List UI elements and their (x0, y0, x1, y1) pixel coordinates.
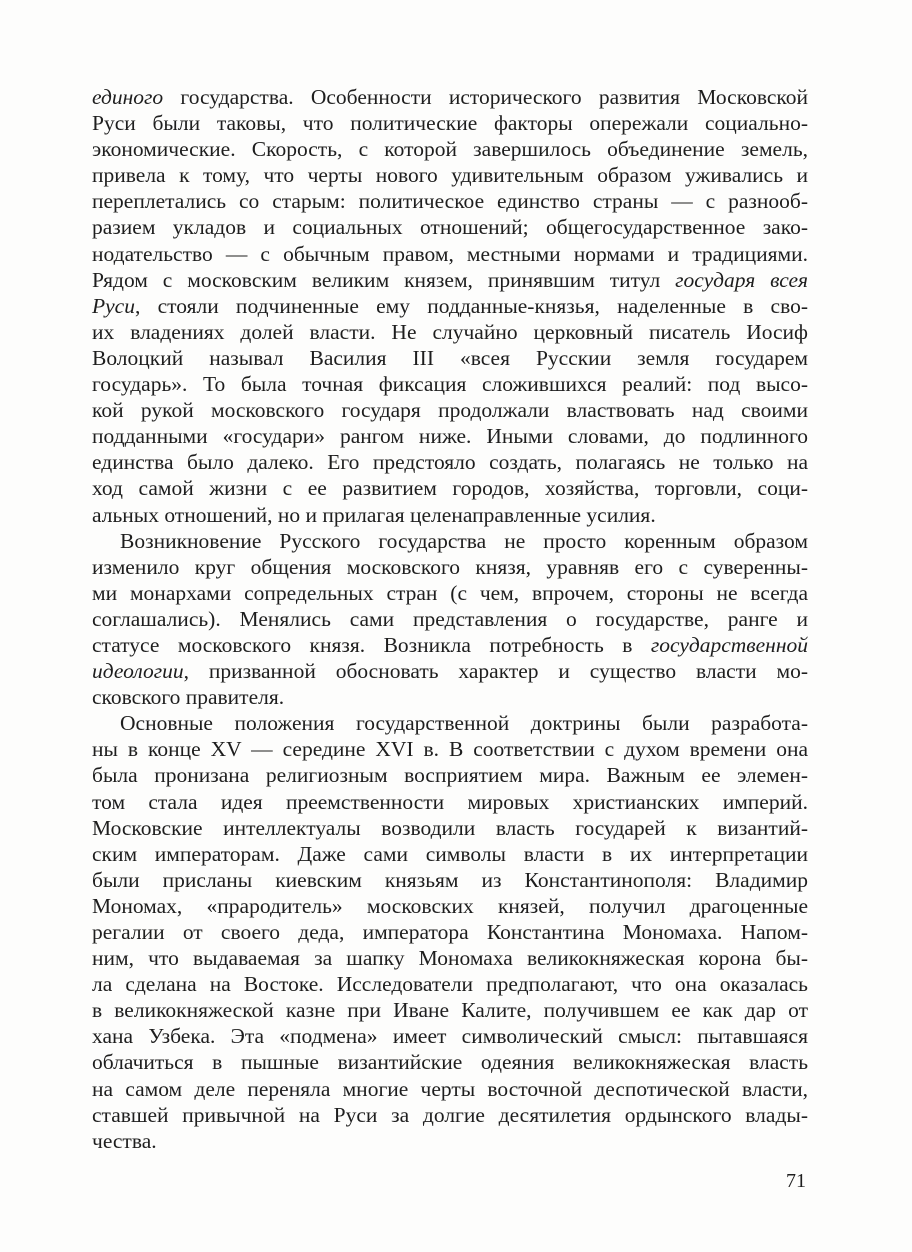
text-line (92, 736, 808, 762)
text-segment: статусе московского князя. Возникла потребность в (92, 632, 651, 657)
text-segment: , стояли подчиненные ему подданные-князья, наделенные в сво- (134, 293, 808, 318)
text-segment: привела к тому, что черты нового удивительным образом уживались и (92, 163, 808, 188)
text-line (92, 110, 808, 136)
text-line (92, 502, 808, 528)
text-segment: их владениях долей власти. Не случайно церковный писатель Иосиф (92, 319, 808, 344)
text-line (92, 945, 808, 971)
text-line (92, 554, 808, 580)
text-segment: Возникновение Русского государства не просто коренным образом (120, 528, 808, 553)
text-segment: подданными «государи» рангом ниже. Иными словами, до подлинного (92, 424, 808, 449)
text-line (92, 528, 808, 554)
text-segment: изменило круг общения московского князя, уравняв его с суверенны- (92, 554, 808, 579)
text-segment: регалии от своего деда, императора Константина Мономаха. Напом- (92, 920, 808, 944)
text-line (92, 762, 808, 788)
text-line (92, 893, 808, 919)
page-number: 71 (786, 1170, 806, 1192)
text-line (92, 267, 808, 293)
text-line (92, 397, 808, 423)
text-segment: на самом деле переняла многие черты восточной деспотической власти, (92, 1076, 808, 1101)
paragraph (92, 84, 808, 528)
italic-term: Руси (92, 293, 135, 318)
text-line (92, 1023, 808, 1049)
text-line (92, 632, 808, 658)
text-segment: Руси были таковы, что политические факторы опережали социально- (92, 111, 808, 136)
text-segment: сковского правителя. (92, 685, 285, 710)
text-segment: чества. (92, 1128, 157, 1153)
text-segment: кой рукой московского государя продолжали властвовать над своими (92, 398, 808, 423)
text-segment: ход самой жизни с ее развитием городов, хозяйства, торговли, соци- (92, 476, 808, 501)
text-segment: Мономах, «прародитель» московских князей, получил драгоценные (92, 893, 808, 918)
text-line (92, 997, 808, 1023)
text-line (92, 214, 808, 240)
italic-term: единого (92, 85, 164, 109)
text-segment: облачиться в пышные византийские одеяния великокняжеская власть (92, 1050, 808, 1075)
text-segment: была пронизана религиозным восприятием мира. Важным ее элемен- (92, 763, 808, 788)
text-line (92, 371, 808, 397)
text-line (92, 162, 808, 188)
text-segment: переплетались со старым: политическое единство страны — с разнооб- (92, 189, 808, 214)
text-line (92, 1049, 808, 1075)
text-segment: разием укладов и социальных отношений; общегосударственное зако- (92, 215, 808, 240)
text-segment: ми монархами сопредельных стран (с чем, впрочем, стороны не всегда (92, 580, 808, 605)
text-line (92, 136, 808, 162)
text-segment: Волоцкий называл Василия III «всея Русскии земля государем (92, 345, 808, 370)
text-segment: ны в конце XV — середине XVI в. В соответствии с духом времени она (92, 737, 808, 762)
text-line (92, 1076, 808, 1102)
text-segment: хана Узбека. Эта «подмена» имеет символический смысл: пытавшаяся (92, 1024, 808, 1049)
text-segment: в великокняжеской казне при Иване Калите, получившем ее как дар от (92, 998, 808, 1023)
paragraph (92, 710, 808, 1154)
text-segment: экономические. Скорость, с которой завершилось объединение земель, (92, 137, 808, 162)
text-segment: государь». То была точная фиксация сложившихся реалий: под высо- (92, 372, 808, 397)
italic-term: государственной (650, 632, 808, 657)
text-line (92, 319, 808, 345)
text-line (92, 423, 808, 449)
text-segment: ла сделана на Востоке. Исследователи предполагают, что она оказалась (92, 972, 808, 997)
text-segment: Основные положения государственной доктрины были разработа- (120, 711, 808, 736)
paragraph (92, 528, 808, 711)
text-segment: нодательство — с обычным правом, местными нормами и традициями. (92, 241, 808, 266)
text-segment: Московские интеллектуалы возводили власть государей к византий- (92, 815, 808, 840)
text-segment: государства. Особенности исторического развития Московской (163, 85, 808, 109)
text-line (92, 241, 808, 267)
body-text (92, 84, 808, 1154)
text-line (92, 658, 808, 684)
text-segment: ским императорам. Даже сами символы власти в их интерпретации (92, 841, 808, 866)
text-line (92, 789, 808, 815)
text-segment: Рядом с московским великим князем, принявшим титул (92, 267, 676, 292)
text-line (92, 84, 808, 110)
text-line (92, 293, 808, 319)
italic-term: идеологии (92, 659, 184, 684)
text-line (92, 580, 808, 606)
text-line (92, 684, 808, 710)
text-segment: ставшей привычной на Руси за долгие десятилетия ордынского влады- (92, 1102, 808, 1127)
text-segment: соглашались). Менялись сами представления о государстве, ранге и (92, 606, 808, 631)
text-line (92, 606, 808, 632)
text-segment: альных отношений, но и прилагая целенаправленные усилия. (92, 502, 656, 527)
text-line (92, 1102, 808, 1128)
text-segment: ним, что выдаваемая за шапку Мономаха великокняжеская корона бы- (92, 946, 808, 971)
text-line (92, 815, 808, 841)
italic-term: государя всея (675, 267, 809, 292)
text-line (92, 710, 808, 736)
text-line (92, 1128, 808, 1154)
text-line (92, 475, 808, 501)
text-segment: , призванной обосновать характер и существо власти мо- (183, 659, 808, 684)
text-line (92, 867, 808, 893)
text-line (92, 841, 808, 867)
text-segment: том стала идея преемственности мировых христианских империй. (92, 789, 808, 814)
text-segment: единства было далеко. Его предстояло создать, полагаясь не только на (92, 450, 808, 475)
text-line (92, 449, 808, 475)
text-segment: были присланы киевским князьям из Константинополя: Владимир (92, 867, 808, 892)
text-line (92, 188, 808, 214)
text-line (92, 345, 808, 371)
text-line (92, 971, 808, 997)
text-line (92, 919, 808, 945)
